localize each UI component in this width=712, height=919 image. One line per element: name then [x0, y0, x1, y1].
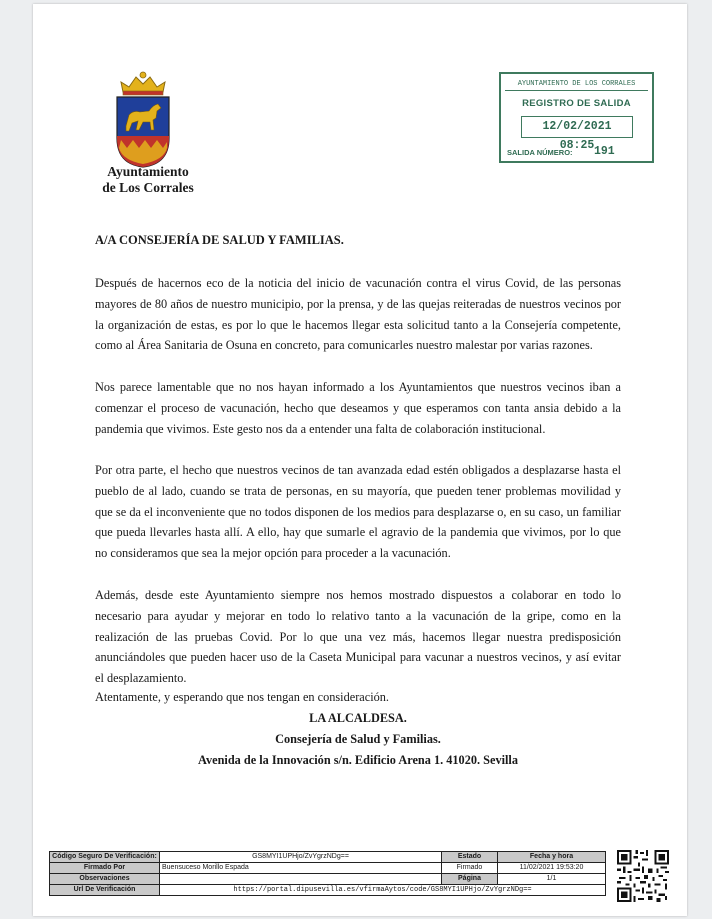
paragraph: Después de hacernos eco de la noticia del inicio de vacunación contra el virus Covid, de las personas mayores de 80 años de nuestro municipio, por la prensa, y de las quejas reiteradas de nuestros vecinos por la organización de estas, es por lo que le hacemos llegar esta solicitud tanto a la Consejería competente, como al Área Sanitaria de Osuna en concreto, para comunicarles nuestro malestar por varias razones. [95, 276, 621, 353]
verification-table [49, 851, 606, 896]
fecha-label: Fecha y hora [498, 852, 606, 863]
csv-value: GS8MYI1UPHjo/ZvYgrzNDg== [160, 852, 442, 863]
fecha-value: 11/02/2021 19:53:20 [498, 863, 606, 874]
pagina-label: Página [442, 874, 498, 885]
closing-line: Atentamente, y esperando que nos tengan en consideración. [95, 690, 389, 704]
stamp-number-label: SALIDA NÚMERO: [507, 148, 573, 157]
stamp-title: REGISTRO DE SALIDA [522, 98, 631, 109]
csv-label: Código Seguro De Verificación: [50, 852, 160, 863]
url-label: Url De Verificación [50, 885, 160, 896]
registry-stamp [499, 72, 654, 163]
address-line-2: Avenida de la Innovación s/n. Edificio Arena 1. 41020. Sevilla [198, 753, 518, 767]
document-page [33, 4, 687, 916]
paragraph: Nos parece lamentable que no nos hayan informado a los Ayuntamientos que nuestros vecinos iban a comenzar el proceso de vacunación, hecho que deseamos y que esperamos con tanta ansia debido a la pandemia que vivimos. Este gesto nos da a entender una falta de colaboración institucional. [95, 380, 621, 436]
pagina-value: 1/1 [498, 874, 606, 885]
stamp-number: 191 [594, 145, 615, 158]
firmado-por-value: Buensuceso Morillo Espada [160, 863, 442, 874]
signature-title: LA ALCALDESA. [309, 711, 407, 725]
stamp-datetime: 12/02/2021 08:25 [521, 116, 633, 138]
table-row [50, 852, 606, 863]
table-row [50, 863, 606, 874]
letter-recipient: A/A CONSEJERÍA DE SALUD Y FAMILIAS. [95, 233, 344, 247]
town-name [93, 164, 203, 196]
estado-value: Firmado [442, 863, 498, 874]
qr-code-icon [617, 850, 669, 902]
paragraph: Además, desde este Ayuntamiento siempre nos hemos mostrado dispuestos a colaborar en todo lo necesario para ayudar y mejorar en todo lo relativo tanto a la vacunación de la gripe, como en la realización de las pruebas Covid. Por lo que una vez más, hacemos llegar nuestra predisposición anunciándoles que pueden hacer uso de la Caseta Municipal para vacunar a nuestros vecinos, y así evitar el desplazamiento. [95, 588, 621, 686]
address-line-1: Consejería de Salud y Familias. [275, 732, 441, 746]
table-row [50, 885, 606, 896]
observaciones-value [160, 874, 442, 885]
verification-url[interactable]: https://portal.dipusevilla.es/vfirmaAytos/code/GS8MYI1UPHjo/ZvYgrzNDg== [160, 885, 606, 896]
town-name-line1: Ayuntamiento [107, 164, 189, 179]
table-row [50, 874, 606, 885]
firmado-por-label: Firmado Por [50, 863, 160, 874]
paragraph: Por otra parte, el hecho que nuestros vecinos de tan avanzada edad estén obligados a desplazarse hasta el pueblo de al lado, cuando se trata de personas, en su mayoría, que pueden tener problemas movilidad y que se da el inconveniente que no todos disponen de los medios para desplazarse o, en su caso, un familiar que pueda llevarles hasta allí. A ello, hay que sumarle el agravio de la pandemia que vivimos, por lo que no consideramos que sea la mejor opción para proceder a la vacunación. [95, 463, 621, 561]
observaciones-label: Observaciones [50, 874, 160, 885]
coat-of-arms-icon [109, 68, 177, 168]
stamp-org: AYUNTAMIENTO DE LOS CORRALES [505, 78, 648, 91]
estado-label: Estado [442, 852, 498, 863]
town-name-line2: de Los Corrales [102, 180, 194, 195]
